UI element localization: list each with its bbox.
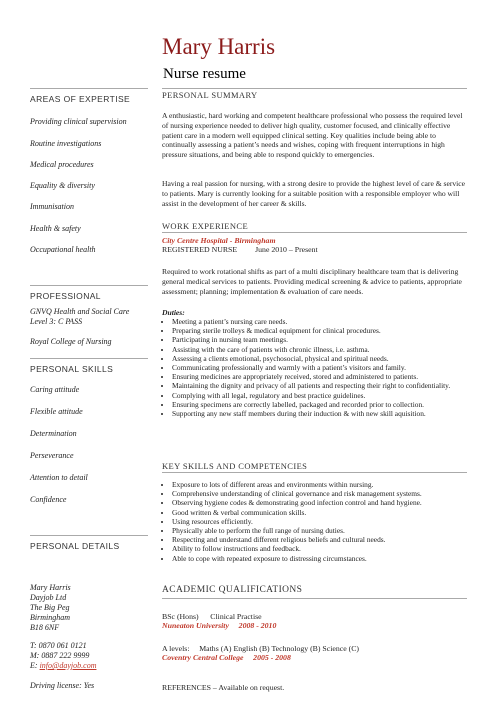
expertise-item: Routine investigations	[30, 139, 102, 148]
work-heading: WORK EXPERIENCE	[162, 221, 249, 231]
divider	[30, 358, 148, 359]
list-item: • Supporting any new staff members during their induction & with new skill aquisition.	[172, 409, 472, 418]
summary-paragraph: A enthusiastic, hard working and competent healthcare professional who possess the required level of nursing experience needed to deliver high quality, customer focused, and clinically effective patient care in a modern well equipped clinical setting. Key qualities include being able to continually assessing a patient’s needs and wishes, coping with frequent interruptions in high pressure situations, and being able to respond quickly to emergencies.	[162, 111, 463, 160]
professional-item: Royal College of Nursing	[30, 337, 112, 346]
list-item: • Observing hygiene codes & demonstrating good infection control and hand hygiene.	[172, 498, 472, 507]
list-item: • Physically able to perform the full range of nursing duties.	[172, 526, 472, 535]
divider	[162, 472, 467, 473]
list-item: • Preparing sterile trolleys & medical equipment for clinical procedures.	[172, 326, 472, 335]
list-item: • Using resources efficiently.	[172, 517, 472, 526]
professional-heading: PROFESSIONAL	[30, 291, 101, 301]
expertise-item: Providing clinical supervision	[30, 117, 127, 126]
list-item: • Comprehensive understanding of clinical governance and risk management systems.	[172, 489, 472, 498]
skill-item: Caring attitude	[30, 385, 80, 394]
resume-subtitle: Nurse resume	[163, 66, 246, 82]
list-item: • Participating in nursing team meetings.	[172, 335, 472, 344]
expertise-item: Medical procedures	[30, 160, 94, 169]
list-item: • Complying with all legal, regulatory and best practice guidelines.	[172, 391, 472, 400]
academic-heading: ACADEMIC QUALIFICATIONS	[162, 585, 303, 595]
phone-t: T: 0870 061 0121	[30, 641, 87, 650]
university: Nuneaton University 2008 - 2010	[162, 621, 277, 630]
details-heading: PERSONAL DETAILS	[30, 541, 120, 551]
job-title: REGISTERED NURSE	[162, 245, 238, 254]
list-item: • Good written & verbal communication skills.	[172, 508, 472, 517]
list-item: • Assisting with the care of patients with chronic illness, i.e. asthma.	[172, 345, 472, 354]
email-link[interactable]: info@dayjob.com	[39, 661, 97, 670]
resume-name: Mary Harris	[162, 34, 276, 59]
job-description: Required to work rotational shifts as part of a multi disciplinary healthcare team that is delivering general medical services to patients. Providing medical screening & advice to patients, appropriate assessment; planning; implementation & evaluation of care needs.	[162, 267, 462, 296]
key-skills-heading: KEY SKILLS AND COMPETENCIES	[162, 461, 308, 471]
divider	[162, 232, 467, 233]
email-prefix: E:	[30, 661, 40, 670]
address-line: B18 6NF	[30, 623, 60, 632]
expertise-heading: AREAS OF EXPERTISE	[30, 94, 131, 104]
list-item: • Ensuring specimens are correctly labelled, packaged and recorded prior to collection.	[172, 400, 472, 409]
address-line: Dayjob Ltd	[30, 593, 67, 602]
skills-heading: PERSONAL SKILLS	[30, 364, 114, 374]
key-skills-list	[162, 480, 472, 563]
a-levels: A levels: Maths (A) English (B) Technology (B) Science (C)	[162, 644, 360, 653]
list-item: • Respecting and understand different religious beliefs and cultural needs.	[172, 535, 472, 544]
address-line: The Big Peg	[30, 603, 70, 612]
skill-item: Flexible attitude	[30, 407, 83, 416]
list-item: • Ensuring medicines are appropriately received, stored and administered to patients.	[172, 372, 472, 381]
job-line	[162, 245, 467, 255]
driving-license: Driving license: Yes	[30, 681, 95, 690]
duties-label: Duties:	[162, 308, 185, 317]
skill-item: Attention to detail	[30, 473, 88, 482]
list-item: • Meeting a patient’s nursing care needs.	[172, 317, 472, 326]
employer: City Centre Hospital - Birmingham	[162, 236, 276, 245]
divider	[30, 535, 148, 536]
expertise-item: Occupational health	[30, 245, 96, 254]
divider	[162, 598, 467, 599]
address-line: Birmingham	[30, 613, 70, 622]
expertise-item: Equality & diversity	[30, 181, 95, 190]
duties-list	[162, 317, 472, 418]
list-item: • Exposure to lots of different areas and environments within nursing.	[172, 480, 472, 489]
address-line: Mary Harris	[30, 583, 71, 592]
college: Coventry Central College 2005 - 2008	[162, 653, 291, 662]
list-item: • Able to cope with repeated exposure to distressing circumstances.	[172, 554, 472, 563]
list-item: • Ability to follow instructions and feedback.	[172, 544, 472, 553]
email-line	[30, 661, 150, 671]
skill-item: Perseverance	[30, 451, 74, 460]
phone-m: M: 0887 222 9999	[30, 651, 90, 660]
list-item: • Communicating professionally and warmly with a patient’s visitors and family.	[172, 363, 472, 372]
summary-heading: PERSONAL SUMMARY	[162, 90, 258, 100]
job-dates: June 2010 – Present	[255, 245, 318, 254]
list-item: • Maintaining the dignity and privacy of all patients and respecting their right to confidentiality.	[172, 381, 472, 390]
expertise-item: Immunisation	[30, 202, 74, 211]
degree: BSc (Hons) Clinical Practise	[162, 612, 262, 621]
divider	[30, 285, 148, 286]
summary-paragraph: Having a real passion for nursing, with a strong desire to provide the highest level of care & service to patients. Mary is currently looking for a suitable position with a responsible employer who will assist in the development of her career & skills.	[162, 179, 466, 208]
references: REFERENCES – Available on request.	[162, 683, 285, 692]
divider	[30, 88, 148, 89]
expertise-item: Health & safety	[30, 224, 81, 233]
skill-item: Confidence	[30, 495, 67, 504]
skill-item: Determination	[30, 429, 77, 438]
professional-item: GNVQ Health and Social Care Level 3: C PASS	[30, 307, 130, 326]
list-item: • Assessing a clients emotional, psychosocial, physical and spiritual needs.	[172, 354, 472, 363]
divider	[162, 88, 467, 89]
